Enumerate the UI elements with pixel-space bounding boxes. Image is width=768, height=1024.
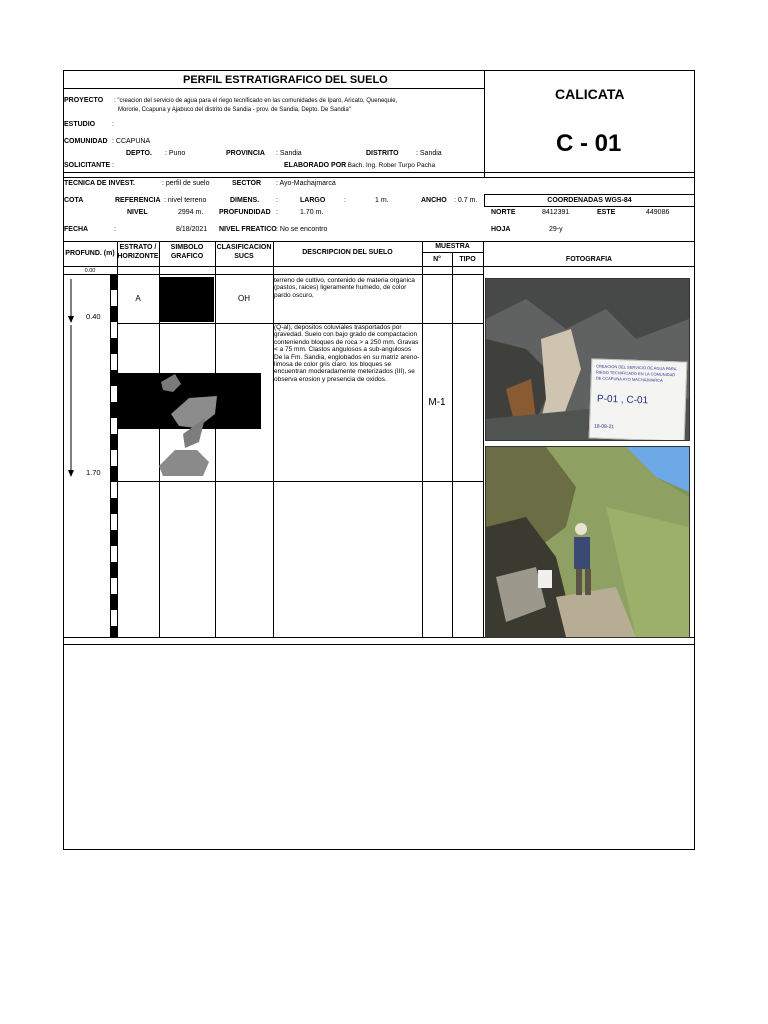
- ruler-segment: [110, 466, 117, 482]
- rule: [117, 481, 483, 482]
- col-horizonte: HORIZONTE: [117, 253, 159, 260]
- rule: [484, 206, 695, 207]
- calicata-code: C - 01: [556, 130, 622, 157]
- nivel-label: NIVEL: [127, 209, 148, 216]
- norte-label: NORTE: [491, 209, 516, 216]
- largo-label: LARGO: [300, 197, 326, 204]
- comunidad-label: COMUNIDAD: [64, 138, 108, 145]
- cota-label: COTA: [64, 197, 84, 204]
- depth-label-1: 0.40: [86, 312, 101, 321]
- stratum-1-horizonte: A: [135, 294, 141, 303]
- rule: [483, 241, 484, 637]
- provincia-label: PROVINCIA: [226, 150, 265, 157]
- document-title: PERFIL ESTRATIGRAFICO DEL SUELO: [183, 74, 388, 86]
- hoja-value: 29-y: [549, 226, 563, 233]
- rule: [63, 241, 695, 242]
- rule: [63, 177, 695, 178]
- col-descripcion: DESCRIPCION DEL SUELO: [302, 249, 393, 256]
- col-tipo: TIPO: [459, 256, 476, 263]
- col-clasificacion: CLASIFICACION: [216, 244, 272, 251]
- elaborado-label: ELABORADO POR: [284, 162, 347, 169]
- hillside-image: [486, 447, 689, 637]
- elaborado-value: : Bach. Ing. Rober Turpo Pacha: [344, 162, 436, 169]
- tecnica-value: : perfil de suelo: [162, 180, 210, 187]
- col-estrato: ESTRATO /: [119, 244, 157, 251]
- distrito-value: : Sandia: [416, 150, 442, 157]
- proyecto-value-2: Mororie, Ccapuna y Ajabuco del distrito de Sandia - prov. de Sandia, Depto. De Sandia": [118, 107, 351, 113]
- col-simbolo: SIMBOLO: [170, 244, 204, 251]
- rule: [63, 644, 695, 645]
- depto-value: : Puno: [165, 150, 186, 157]
- photo-1: [485, 278, 690, 441]
- rule: [63, 88, 484, 89]
- col-numero: N°: [433, 256, 441, 263]
- tecnica-label: TECNICA DE INVEST.: [64, 180, 135, 187]
- depth-label-2: 1.70: [86, 468, 101, 477]
- proyecto-label: PROYECTO: [64, 97, 104, 104]
- depto-label: DEPTO.: [126, 150, 152, 157]
- ancho-label: ANCHO: [421, 197, 447, 204]
- distrito-label: DISTRITO: [366, 150, 399, 157]
- ruler-segment: [110, 338, 117, 354]
- sign-code: P-01 , C-01: [596, 393, 649, 407]
- solicitante-value: :: [112, 162, 114, 169]
- depth-top: 0.00: [84, 268, 96, 274]
- sign-date: 18-08-21: [593, 423, 615, 431]
- sector-label: SECTOR: [232, 180, 262, 187]
- sign-line-2: RIEGO TECNIFICADO EN LA COMUNIDAD: [595, 369, 676, 378]
- este-label: ESTE: [597, 209, 616, 216]
- rule: [63, 172, 695, 173]
- depth-arrow-1: [66, 279, 76, 325]
- ruler-segment: [110, 274, 117, 290]
- ruler-segment: [110, 594, 117, 610]
- stratum-1-sucs: OH: [238, 294, 250, 303]
- stratum-1-description: terreno de cultivo, contenido de materia organica (pastos, raices) ligeramente humedo, de color pardo oscuro,: [274, 277, 415, 299]
- coordinates-label: COORDENADAS WGS-84: [547, 197, 632, 204]
- sector-value: : Ayo-Machajmarca: [276, 180, 336, 187]
- dimens-label: DIMENS.: [230, 197, 260, 204]
- ruler-segment: [110, 626, 117, 637]
- fecha-value: 8/18/2021: [176, 226, 208, 233]
- col-profund: PROFUND. (m): [65, 250, 115, 257]
- col-sucs: SUCS: [234, 253, 254, 260]
- nivel-freatico-value: : No se encontro: [276, 226, 328, 233]
- referencia-label: REFERENCIA: [115, 197, 161, 204]
- referencia-value: : nivel terreno: [164, 197, 207, 204]
- stratum-1-symbol: [160, 277, 214, 322]
- col-muestra: MUESTRA: [435, 243, 470, 250]
- rule: [422, 241, 423, 637]
- este-value: 449086: [646, 209, 670, 216]
- ruler-segment: [110, 562, 117, 578]
- rule: [484, 194, 485, 206]
- ruler-segment: [110, 530, 117, 546]
- hoja-label: HOJA: [491, 226, 511, 233]
- ruler-segment: [110, 370, 117, 386]
- rule: [63, 266, 695, 267]
- profundidad-value: 1.70 m.: [300, 209, 324, 216]
- ruler-edge: [110, 274, 111, 637]
- photo-sign: [589, 358, 688, 441]
- col-grafico: GRAFICO: [170, 253, 204, 260]
- stratum-2-description: (Q-al), depositos coluviales trasportados por gravedad. Suelo con bajo grado de compactacion conteniendo bloques de roca > a 250 mm. Gravas < a 75 mm. Clastos angulosos a sub-angulosos De la Fm. Sandia, englobados en su matriz areno-limosa de color gris claro. los bloques se encuentran moderadamente meterizados (III), se observa erosion y presencia de oxidos.: [274, 324, 420, 383]
- estudio-value: :: [112, 121, 114, 128]
- ruler-segment: [110, 498, 117, 514]
- fecha-label: FECHA: [64, 226, 89, 233]
- stratum-2-symbol: [117, 370, 263, 480]
- norte-value: 8412391: [542, 209, 570, 216]
- sign-line-3: DE CCAPUNA AYO MACHAJMARCA: [595, 375, 663, 383]
- ancho-value: : 0.7 m.: [454, 197, 478, 204]
- provincia-value: : Sandia: [276, 150, 302, 157]
- colon: :: [344, 197, 346, 204]
- ruler-segment: [110, 434, 117, 450]
- ruler-segment: [110, 306, 117, 322]
- calicata-label: CALICATA: [555, 86, 625, 102]
- estudio-label: ESTUDIO: [64, 121, 96, 128]
- colon: :: [276, 209, 278, 216]
- ruler-segment: [110, 402, 117, 418]
- col-fotografia: FOTOGRAFIA: [565, 256, 613, 263]
- proyecto-value: : "creacion del servicio de agua para el riego tecnificado en las comunidades de Iparo, Aricato, Quenequie,: [114, 98, 398, 104]
- depth-arrow-2: [66, 325, 76, 479]
- nivel-freatico-label: NIVEL FREATICO: [219, 226, 277, 233]
- header-divider: [484, 70, 485, 177]
- nivel-value: 2994 m.: [178, 209, 204, 216]
- largo-value: 1 m.: [375, 197, 389, 204]
- rule: [452, 252, 453, 637]
- colon: :: [276, 197, 278, 204]
- stratum-2-sample: M-1: [428, 397, 446, 408]
- solicitante-label: SOLICITANTE: [64, 162, 111, 169]
- profundidad-label: PROFUNDIDAD: [219, 209, 271, 216]
- sign-line-1: CREACION DEL SERVICIO DE AGUA PARA: [596, 363, 677, 372]
- rule: [273, 241, 274, 637]
- comunidad-value: : CCAPUNA: [112, 138, 151, 145]
- photo-2: [485, 446, 690, 638]
- rule: [484, 194, 695, 195]
- colon: :: [114, 226, 116, 233]
